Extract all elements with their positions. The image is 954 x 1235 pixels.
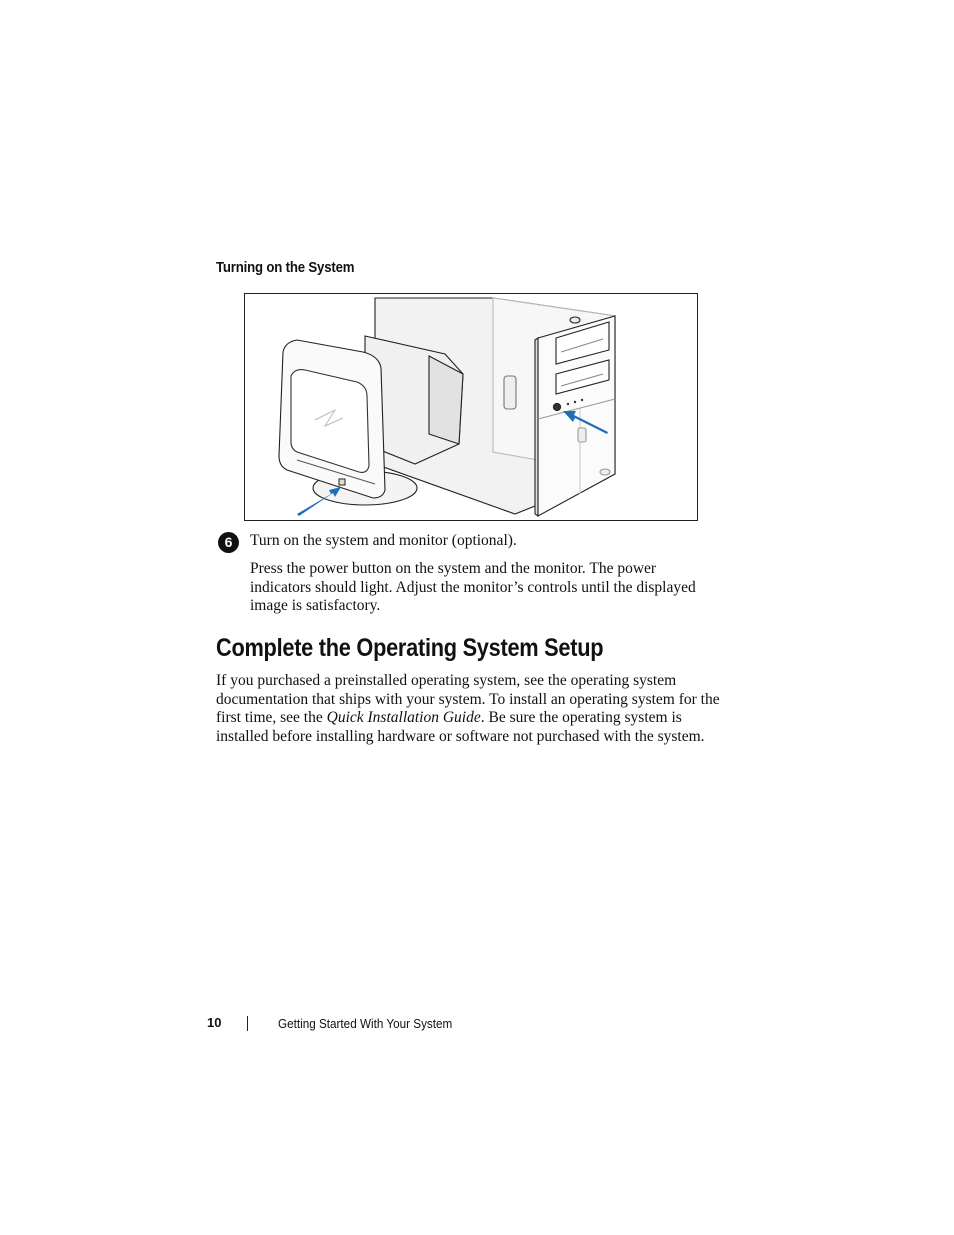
section-heading: Turning on the System: [216, 259, 355, 276]
body-paragraph-end: . Be sure the operating system is installed before installing hardware or software not purchased with the system.: [216, 709, 705, 746]
system-figure: [244, 293, 698, 521]
main-heading: Complete the Operating System Setup: [216, 634, 604, 662]
quick-installation-guide-reference: Quick Installation Guide: [326, 709, 481, 727]
step-text: Turn on the system and monitor (optional).: [250, 532, 517, 549]
footer-separator: [247, 1016, 248, 1031]
body-paragraph: [216, 672, 726, 747]
step-number-badge: 6: [218, 532, 239, 553]
step-detail-text: Press the power button on the system and the monitor. The power indicators should light. Adjust the monitor’s controls until the displayed image is satisfactory.: [250, 560, 696, 615]
footer-page-number: 10: [207, 1015, 222, 1030]
body-paragraph-start: If you purchased a preinstalled operating system, see the operating system documentation that ships with your system. To install an operating system for the first time, see the: [216, 672, 720, 727]
footer-title: Getting Started With Your System: [278, 1016, 453, 1031]
